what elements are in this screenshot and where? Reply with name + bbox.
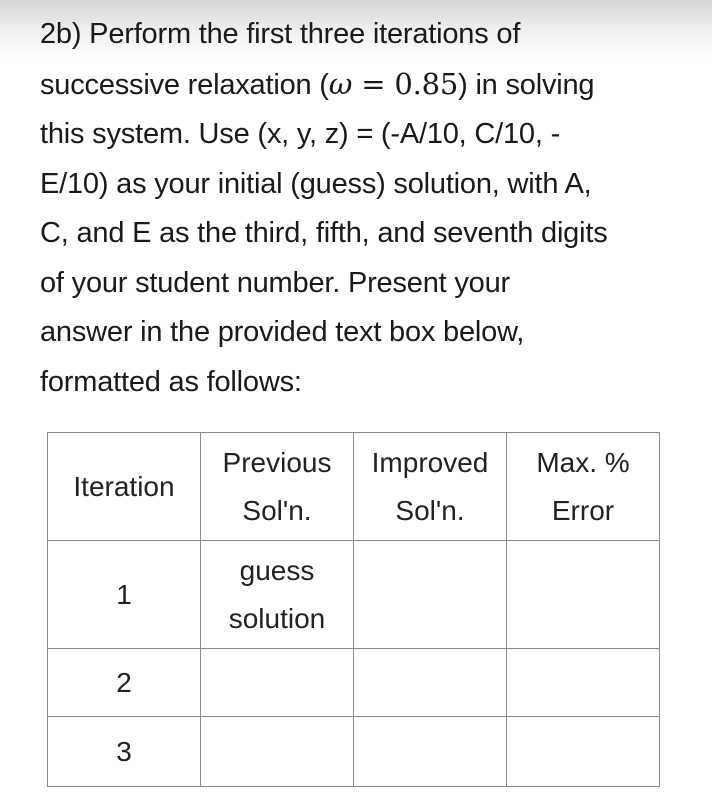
improved-solution-cell: [354, 649, 507, 717]
table-header-row: [48, 433, 660, 541]
question-line-2-end: ) in solving: [458, 68, 595, 101]
question-line-3: this system. Use (x, y, z) = (-A/10, C/10, -: [40, 118, 561, 150]
header-max-error: [507, 433, 660, 541]
header-previous-solution: [201, 433, 354, 541]
previous-solution-cell: [201, 541, 354, 649]
question-line-6: of your student number. Present your: [40, 266, 510, 299]
header-iteration: Iteration: [48, 433, 201, 541]
equals-sign: =: [352, 66, 395, 101]
question-text: [40, 10, 700, 407]
question-line-7: answer in the provided text box below,: [40, 316, 525, 348]
omega-symbol: ω: [328, 66, 353, 101]
iteration-cell: 2: [48, 649, 201, 717]
improved-solution-cell: [354, 717, 507, 787]
question-line-1: 2b) Perform the first three iterations of: [40, 18, 521, 50]
header-improved-line2: Sol'n.: [395, 494, 465, 526]
omega-value: 0.85: [394, 66, 459, 101]
question-line-2-start: successive relaxation (: [40, 68, 329, 101]
iteration-cell: 1: [48, 541, 201, 649]
iteration-cell: 3: [48, 717, 201, 787]
question-line-8: formatted as follows:: [40, 365, 302, 398]
header-improved-solution: [354, 433, 507, 541]
guess-line2: solution: [228, 602, 326, 634]
improved-solution-cell: [354, 541, 507, 649]
previous-solution-cell: [201, 717, 354, 787]
results-table: [47, 432, 660, 787]
header-error-line1: Max. %: [536, 446, 630, 478]
header-improved-line1: Improved: [371, 446, 489, 478]
max-error-cell: [507, 649, 660, 717]
max-error-cell: [507, 717, 660, 787]
question-line-2: [40, 60, 700, 111]
table-row: [48, 649, 660, 717]
table-row: [48, 541, 660, 649]
previous-solution-cell: [201, 649, 354, 717]
guess-line1: guess: [239, 554, 315, 586]
question-line-4: E/10) as your initial (guess) solution, with A,: [40, 167, 592, 200]
question-line-5: C, and E as the third, fifth, and seventh digits: [40, 217, 608, 249]
header-previous-line2: Sol'n.: [242, 494, 312, 526]
header-error-line2: Error: [551, 494, 615, 526]
max-error-cell: [507, 541, 660, 649]
header-previous-line1: Previous: [222, 446, 332, 478]
table-row: [48, 717, 660, 787]
